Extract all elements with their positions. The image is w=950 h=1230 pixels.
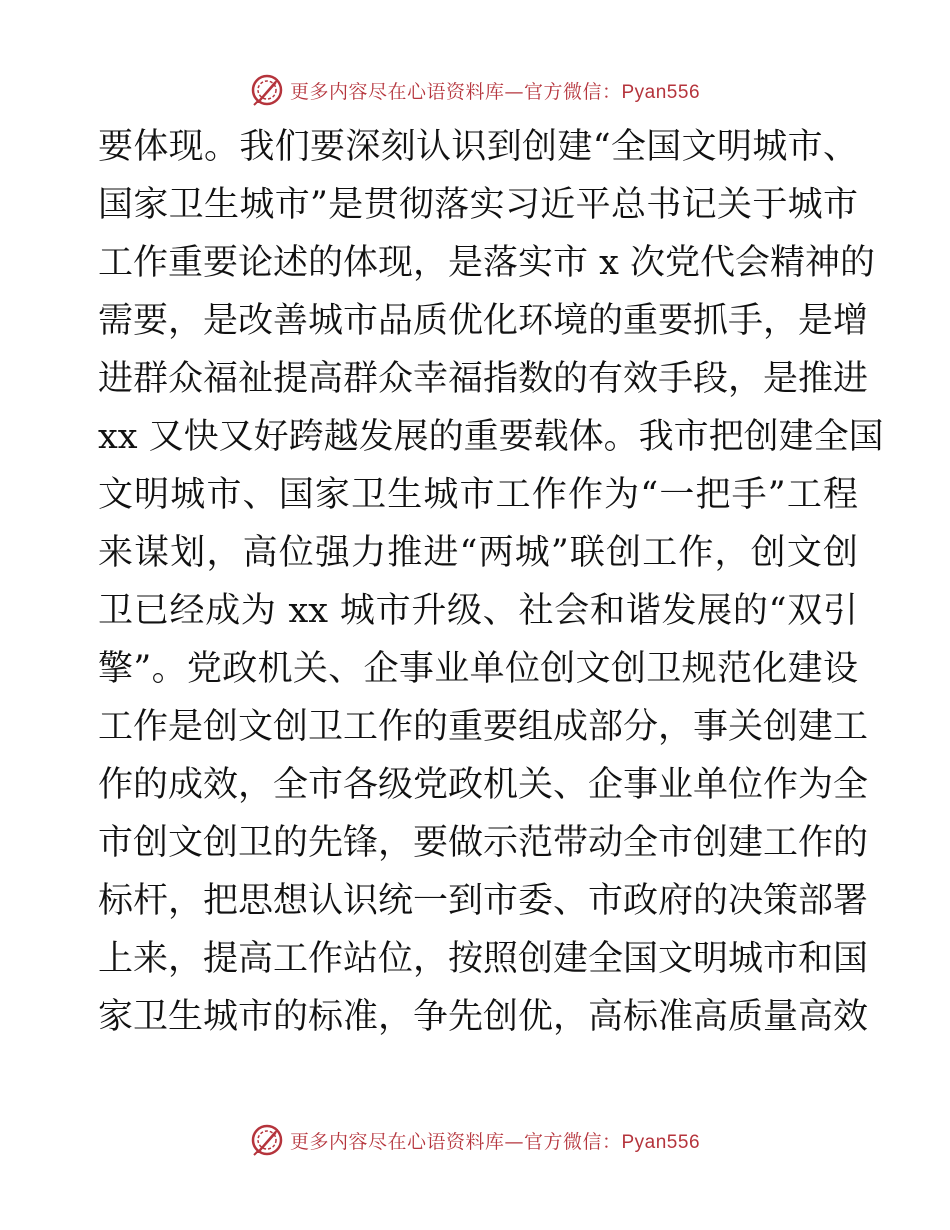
text-line: 工作重要论述的体现，是落实市 x 次党代会精神的	[98, 243, 875, 283]
text-line: 市创文创卫的先锋，要做示范带动全市创建工作的	[98, 823, 869, 863]
header-watermark	[0, 70, 950, 110]
text-line: 卫已经成为 xx 城市升级、社会和谐发展的“双引	[98, 591, 858, 631]
footer-watermark-handle: Pyan556	[621, 1131, 701, 1153]
text-line: 擎”。党政机关、企事业单位创文创卫规范化建设	[98, 649, 858, 689]
text-line: 需要，是改善城市品质优化环境的重要抓手，是增	[98, 301, 869, 341]
footer-watermark-text	[290, 1127, 700, 1154]
text-line: 进群众福祉提高群众幸福指数的有效手段，是推进	[98, 359, 869, 399]
text-line: 要体现。我们要深刻认识到创建“全国文明城市、	[98, 127, 858, 167]
text-line: 文明城市、国家卫生城市工作作为“一把手”工程	[98, 475, 858, 515]
text-line: 家卫生城市的标准，争先创优，高标准高质量高效	[98, 997, 869, 1037]
text-line: 上来，提高工作站位，按照创建全国文明城市和国	[98, 939, 869, 979]
header-watermark-handle: Pyan556	[621, 81, 701, 103]
document-body	[98, 118, 884, 1046]
text-line: 国家卫生城市”是贯彻落实习近平总书记关于城市	[98, 185, 858, 225]
footer-watermark-label: 更多内容尽在心语资料库—官方微信：	[289, 1130, 622, 1153]
header-watermark-text	[290, 77, 700, 104]
text-line: xx 又快又好跨越发展的重要载体。我市把创建全国	[98, 417, 884, 457]
text-line: 标杆，把思想认识统一到市委、市政府的决策部署	[98, 881, 869, 921]
text-line: 工作是创文创卫工作的重要组成部分，事关创建工	[98, 707, 869, 747]
header-watermark-label: 更多内容尽在心语资料库—官方微信：	[289, 80, 622, 103]
quill-logo-icon	[250, 1123, 284, 1157]
text-line: 作的成效，全市各级党政机关、企事业单位作为全	[98, 765, 869, 805]
text-line: 来谋划，高位强力推进“两城”联创工作，创文创	[98, 533, 858, 573]
footer-watermark	[0, 1120, 950, 1160]
quill-logo-icon	[250, 73, 284, 107]
